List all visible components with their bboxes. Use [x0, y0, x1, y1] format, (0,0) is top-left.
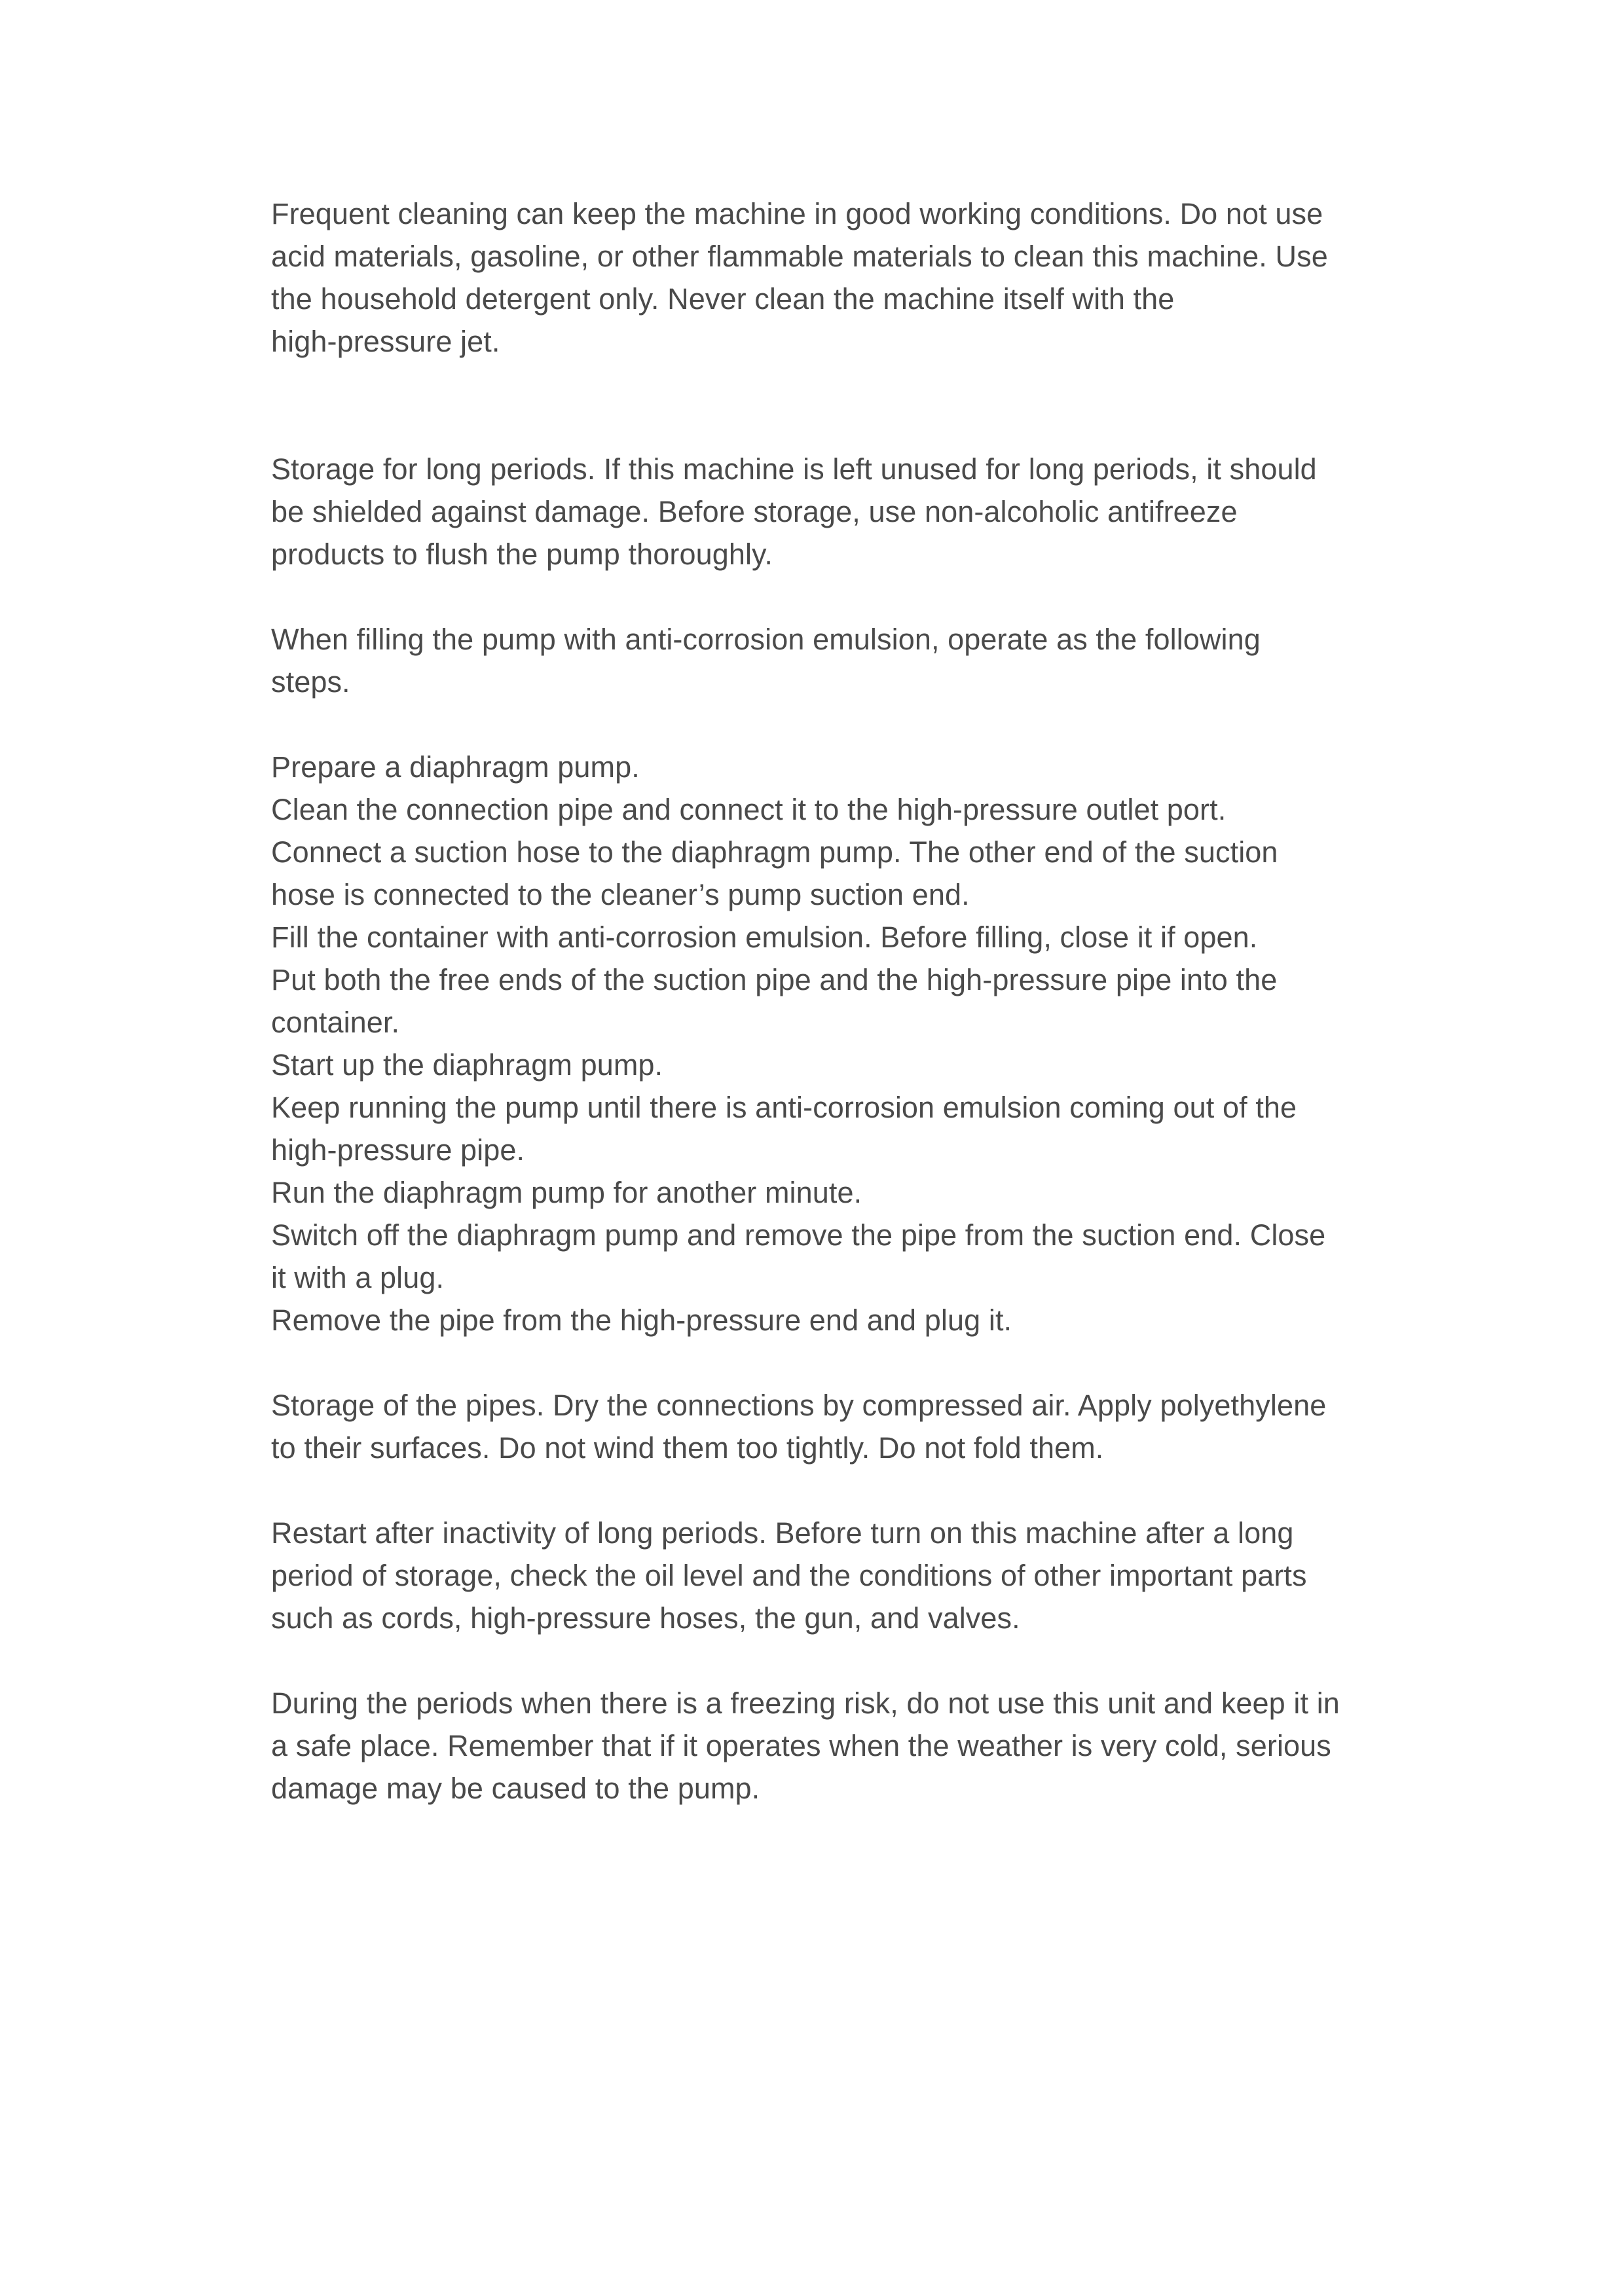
text-line: Start up the diaphragm pump.	[271, 1048, 663, 1082]
document-body	[271, 192, 1384, 1810]
text-line: Switch off the diaphragm pump and remove the pipe from the suction end. Close	[271, 1218, 1326, 1252]
text-line: Remove the pipe from the high-pressure end and plug it.	[271, 1303, 1012, 1337]
text-line: the household detergent only. Never clean the machine itself with the	[271, 282, 1175, 316]
paragraph-pipe-storage	[271, 1384, 1384, 1469]
text-line: be shielded against damage. Before storage, use non-alcoholic antifreeze	[271, 495, 1238, 528]
paragraph-filling-steps	[271, 746, 1384, 1341]
paragraph-spacer	[271, 1341, 1384, 1384]
text-line: Run the diaphragm pump for another minute.	[271, 1176, 862, 1209]
text-line: container.	[271, 1006, 400, 1039]
text-line: period of storage, check the oil level and the conditions of other important parts	[271, 1559, 1307, 1592]
paragraph-storage	[271, 448, 1384, 575]
text-line: When filling the pump with anti-corrosion emulsion, operate as the following	[271, 623, 1261, 656]
text-line: During the periods when there is a freezing risk, do not use this unit and keep it in	[271, 1686, 1340, 1720]
text-line: hose is connected to the cleaner’s pump suction end.	[271, 878, 970, 911]
text-line: Put both the free ends of the suction pipe and the high-pressure pipe into the	[271, 963, 1278, 996]
text-line: such as cords, high-pressure hoses, the gun, and valves.	[271, 1601, 1020, 1635]
text-line: Restart after inactivity of long periods. Before turn on this machine after a long	[271, 1516, 1294, 1550]
text-line: Clean the connection pipe and connect it to the high-pressure outlet port.	[271, 793, 1227, 826]
paragraph-freezing	[271, 1682, 1384, 1810]
text-line: steps.	[271, 665, 350, 699]
text-line: damage may be caused to the pump.	[271, 1772, 760, 1805]
paragraph-restart	[271, 1512, 1384, 1639]
text-line: it with a plug.	[271, 1261, 445, 1294]
paragraph-spacer	[271, 1639, 1384, 1682]
text-line: Frequent cleaning can keep the machine in good working conditions. Do not use	[271, 197, 1323, 230]
text-line: Prepare a diaphragm pump.	[271, 750, 640, 784]
text-line: products to flush the pump thoroughly.	[271, 538, 773, 571]
text-line: Storage of the pipes. Dry the connections by compressed air. Apply polyethylene	[271, 1389, 1327, 1422]
paragraph-spacer	[271, 363, 1384, 448]
text-line: Keep running the pump until there is anti-corrosion emulsion coming out of the	[271, 1091, 1297, 1124]
text-line: a safe place. Remember that if it operates when the weather is very cold, serious	[271, 1729, 1331, 1762]
text-line: high-pressure jet.	[271, 325, 500, 358]
paragraph-spacer	[271, 575, 1384, 618]
text-line: Storage for long periods. If this machine is left unused for long periods, it should	[271, 452, 1317, 486]
text-line: to their surfaces. Do not wind them too tightly. Do not fold them.	[271, 1431, 1104, 1465]
paragraph-filling-intro	[271, 618, 1384, 703]
text-line: high-pressure pipe.	[271, 1133, 525, 1167]
paragraph-spacer	[271, 1469, 1384, 1512]
text-line: acid materials, gasoline, or other flammable materials to clean this machine. Use	[271, 240, 1328, 273]
text-line: Fill the container with anti-corrosion emulsion. Before filling, close it if open.	[271, 920, 1258, 954]
text-line: Connect a suction hose to the diaphragm pump. The other end of the suction	[271, 835, 1278, 869]
paragraph-cleaning	[271, 192, 1384, 363]
paragraph-spacer	[271, 703, 1384, 746]
